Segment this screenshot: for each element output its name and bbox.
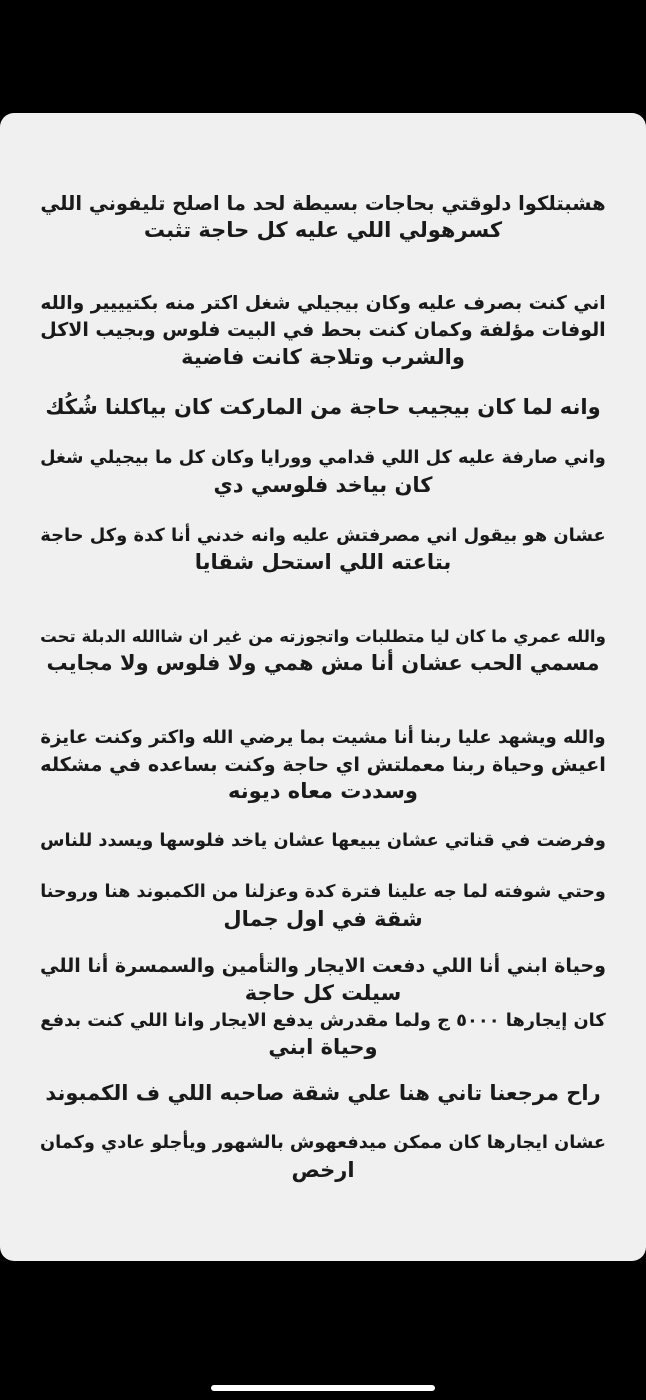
text-line: كسرهولي اللي عليه كل حاجة تثبت — [143, 218, 503, 242]
text-line: عشان ايجارها كان ممكن ميدفعهوش بالشهور ويأجلو عادي وكمان — [39, 1133, 606, 1153]
text-line: مسمي الحب عشان أنا مش همي ولا فلوس ولا مجايب — [46, 651, 600, 675]
story-paragraph — [40, 879, 606, 933]
text-line: اعيش وحياة ربنا معملتش اي حاجة وكنت بساعده في مشكله — [40, 753, 606, 776]
story-paragraph — [40, 724, 606, 805]
text-line: وحياة ابني أنا اللي دفعت الايجار والتأمين والسمسرة أنا اللي — [40, 955, 606, 977]
text-line: بتاعته اللي استحل شقايا — [194, 550, 452, 574]
text-line: وفرضت في قناتي عشان يبيعها عشان ياخد فلوسها ويسدد للناس — [40, 831, 606, 851]
story-text-card — [0, 113, 646, 1261]
text-line: راح مرجعنا تاني هنا علي شقة صاحبه اللي ف الكمبوند — [45, 1081, 601, 1105]
story-paragraph — [40, 445, 606, 499]
story-paragraph — [40, 290, 606, 371]
story-paragraph — [40, 953, 606, 1061]
story-paragraph — [40, 522, 606, 576]
story-paragraph — [40, 1080, 606, 1107]
text-line: اني كنت بصرف عليه وكان بيجيلي شغل اكتر منه بكتيييير والله — [40, 293, 606, 314]
story-paragraph — [40, 394, 606, 421]
text-line: واني صارفة عليه كل اللي قدامي وورايا وكان كل ما بيجيلي شغل — [40, 448, 606, 468]
story-paragraph — [40, 828, 606, 855]
text-line: والله عمري ما كان ليا متطلبات واتجوزته من غير ان شاالله الدبلة تحت — [40, 627, 606, 646]
text-line: سيلت كل حاجة — [244, 981, 402, 1005]
story-paragraph — [40, 623, 606, 677]
text-line: شقة في اول جمال — [223, 907, 423, 931]
text-line: والله ويشهد عليا ربنا أنا مشيت بما يرضي الله واكتر وكنت عايزة — [40, 727, 606, 748]
text-line: الوفات مؤلفة وكمان كنت بحط في البيت فلوس وبجيب الاكل — [40, 319, 606, 341]
text-line: كان إيجارها ٥٠٠٠ ج ولما مقدرش يدفع الايجار وانا اللي كنت بدفع — [40, 1010, 606, 1031]
text-line: ارخص — [291, 1158, 355, 1182]
text-line: كان بياخد فلوسي دي — [213, 473, 433, 497]
text-line: عشان هو بيقول اني مصرفتش عليه وانه خدني أنا كدة وكل حاجة — [40, 525, 606, 546]
story-paragraph — [40, 190, 606, 244]
text-line: هشبتلكوا دلوقتي بحاجات بسيطة لحد ما اصلح تليفوني اللي — [40, 192, 606, 215]
text-line: وانه لما كان بيجيب حاجة من الماركت كان بياكلنا شُكُك — [45, 395, 601, 419]
home-indicator[interactable] — [211, 1385, 435, 1391]
story-paragraph — [40, 1130, 606, 1184]
text-line: والشرب وتلاجة كانت فاضية — [181, 345, 465, 369]
text-line: وحتي شوفته لما جه علينا فترة كدة وعزلنا من الكمبوند هنا وروحنا — [40, 882, 606, 902]
text-line: وسددت معاه ديونه — [228, 779, 418, 803]
text-line: وحياة ابني — [268, 1035, 378, 1059]
